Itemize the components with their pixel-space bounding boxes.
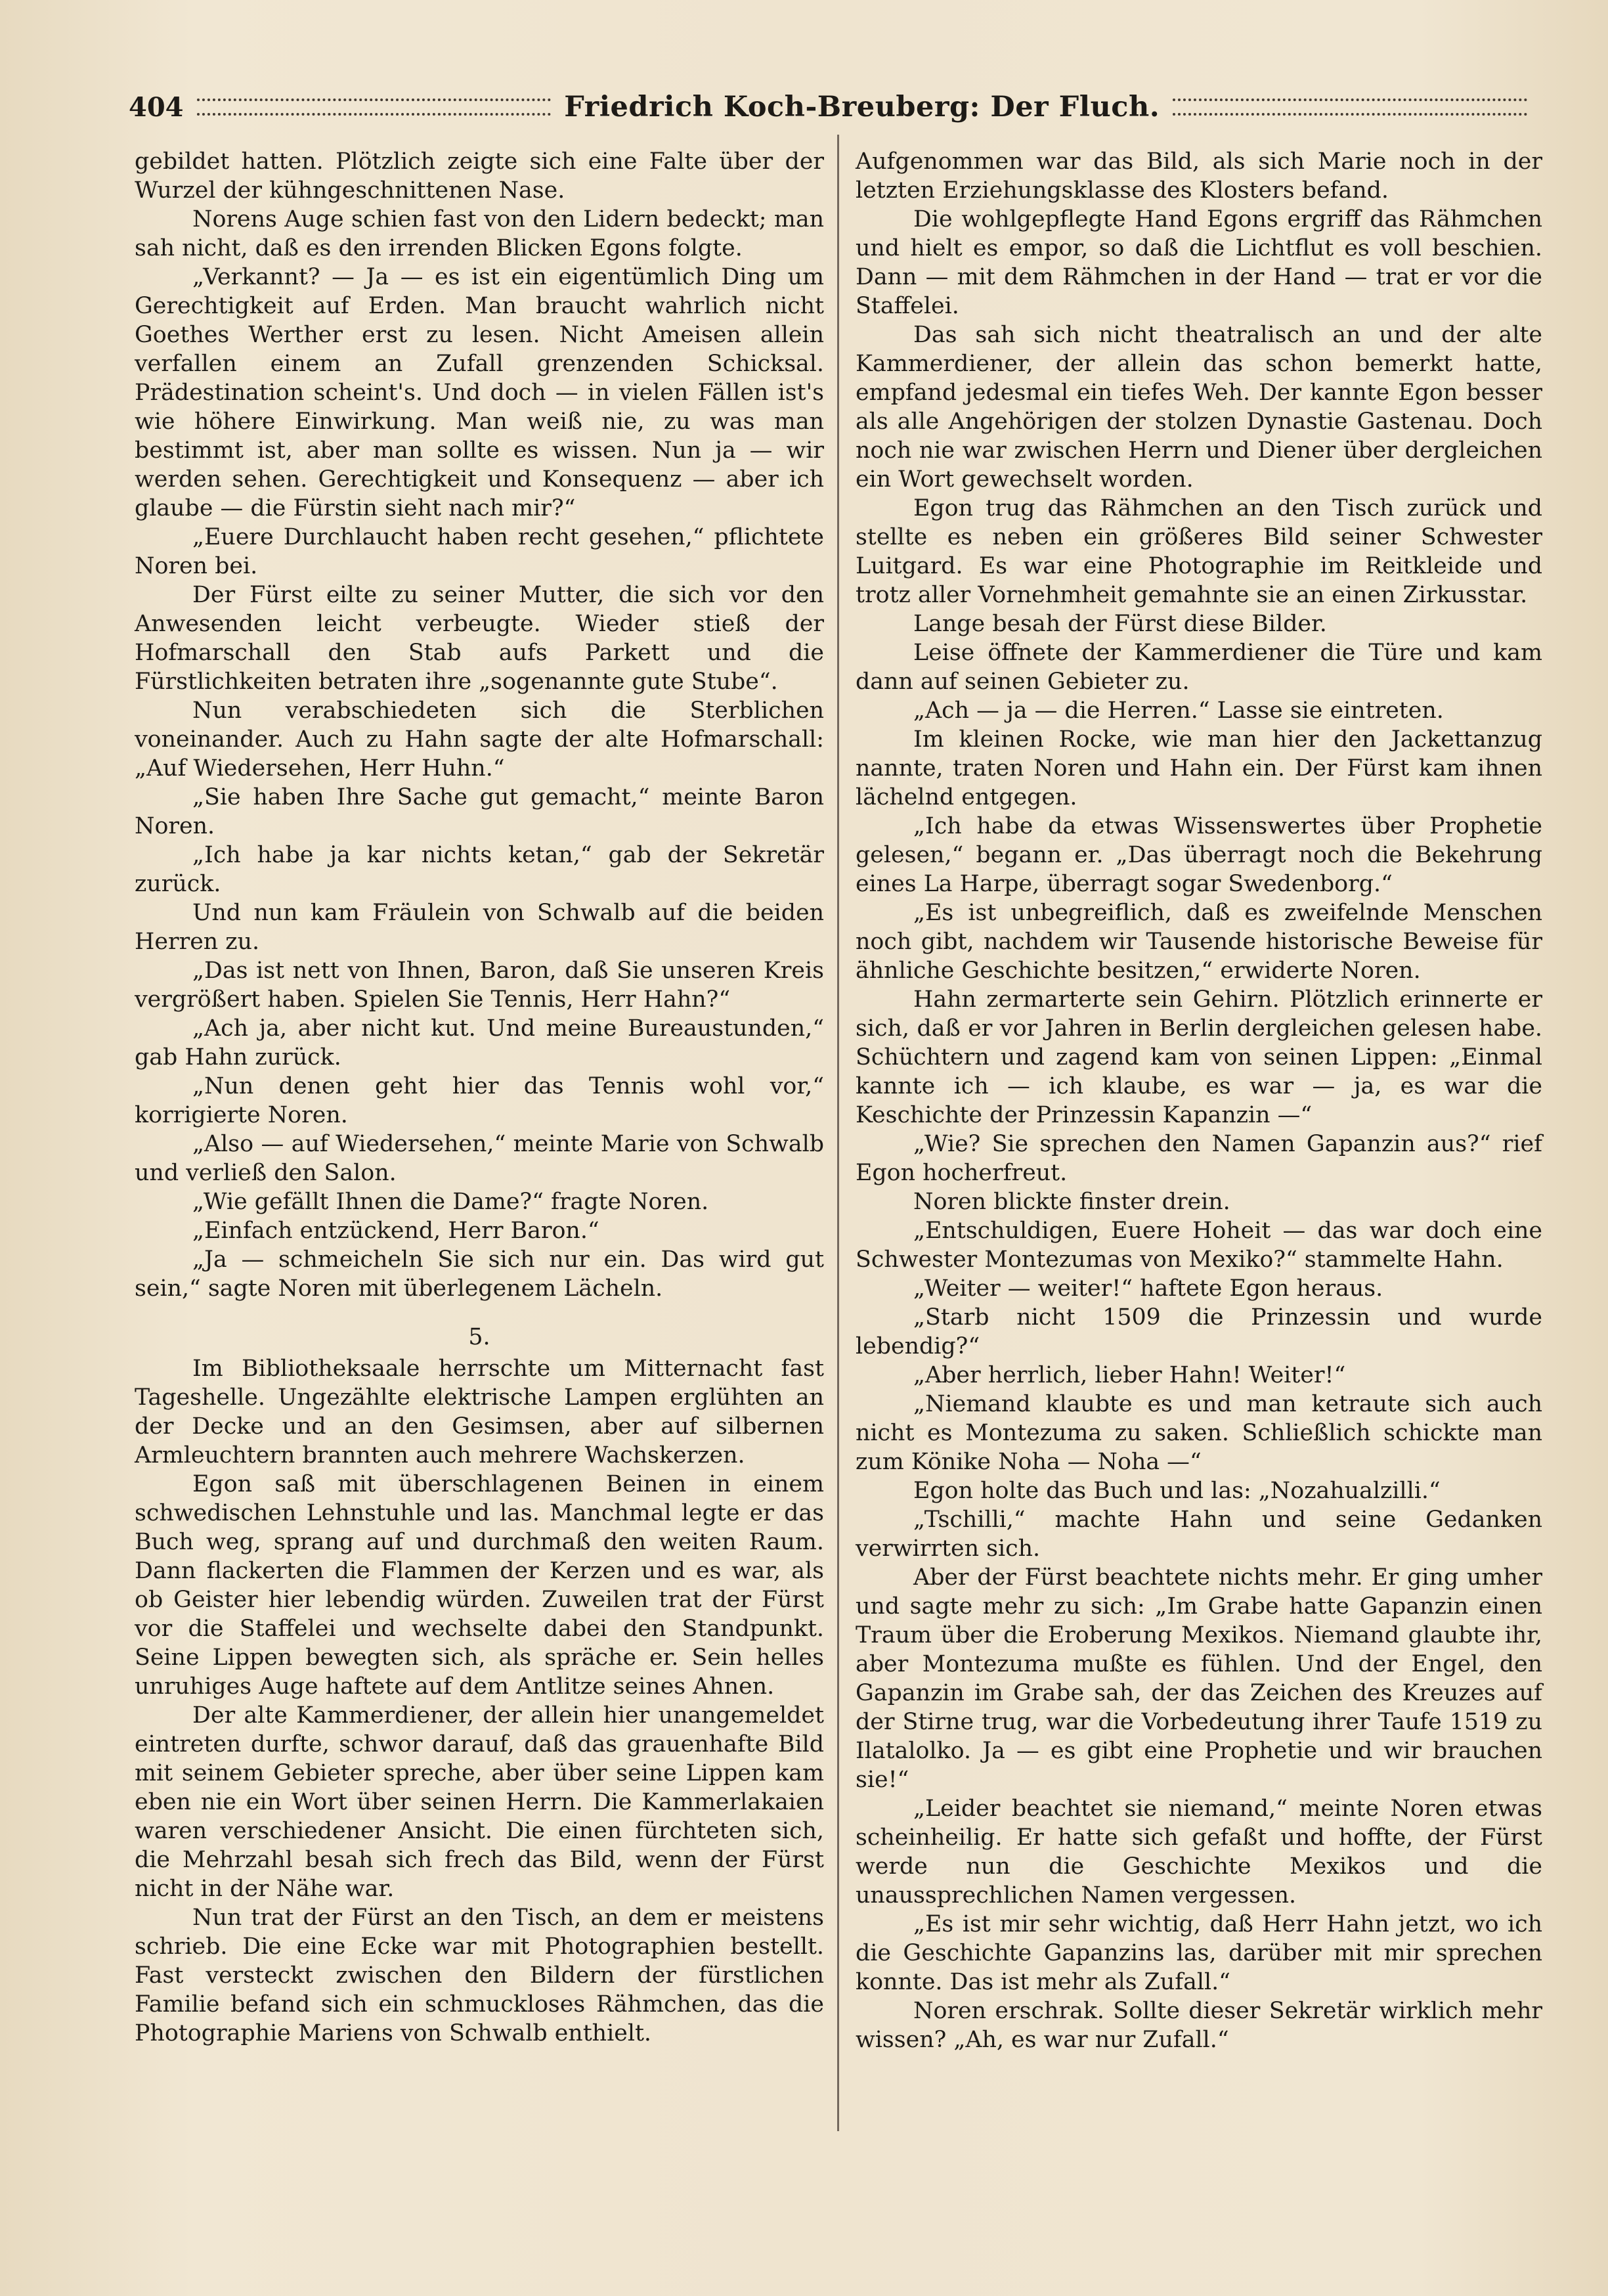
paragraph: „Ich habe ja kar nichts ketan,“ gab der Sekretär zurück. [135,842,824,897]
paragraph: „Weiter — weiter!“ haftete Egon heraus. [913,1275,1383,1302]
section-number: 5. [468,1324,490,1350]
paragraph: „Ich habe da etwas Wissenswertes über Prophetie gelesen,“ begann er. „Das überragt noch die Bekehrung eines La Harpe, überragt sogar Swedenborg.“ [856,813,1542,897]
paragraph: Im Bibliotheksaale herrschte um Mitternacht fast Tageshelle. Ungezählte elektrische Lampen erglühten an der Decke und an den Gesimsen, aber auf silbernen Armleuchtern brannten auch mehrere Wachskerzen. [135,1356,824,1468]
paragraph: „Verkannt? — Ja — es ist ein eigentümlich Ding um Gerechtigkeit auf Erden. Man braucht wahrlich nicht Goethes Werther erst zu lesen. Nicht Ameisen allein verfallen einem an Zufall grenzenden Schicksal. Prädestination scheint's. Und doch — in vielen Fällen ist's wie höhere Einwirkung. Man weiß nie, zu was man bestimmt ist, aber man sollte es wissen. Nun ja — wir werden sehen. Gerechtigkeit und Konsequenz — aber ich glaube — die Fürstin sieht nach mir?“ [135,264,824,521]
header-ornament [197,99,552,116]
paragraph: „Starb nicht 1509 die Prinzessin und wurde lebendig?“ [856,1304,1542,1359]
paragraph: „Sie haben Ihre Sache gut gemacht,“ meinte Baron Noren. [135,784,824,839]
paragraph: „Wie? Sie sprechen den Namen Gapanzin aus?“ rief Egon hocherfreut. [856,1131,1542,1186]
paragraph: Nun verabschiedeten sich die Sterblichen voneinander. Auch zu Hahn sagte der alte Hofmarschall: „Auf Wiedersehen, Herr Huhn.“ [135,697,824,782]
paragraph: „Das ist nett von Ihnen, Baron, daß Sie unseren Kreis vergrößert haben. Spielen Sie Tennis, Herr Hahn?“ [135,958,824,1013]
paragraph: „Also — auf Wiedersehen,“ meinte Marie von Schwalb und verließ den Salon. [135,1131,824,1186]
paragraph: „Tschilli,“ machte Hahn und seine Gedanken verwirrten sich. [856,1507,1542,1562]
paragraph: „Es ist unbegreiflich, daß es zweifelnde Menschen noch gibt, nachdem wir Tausende historische Beweise für ähnliche Geschichte besitzen,“ erwiderte Noren. [856,900,1542,984]
paragraph: „Ach ja, aber nicht kut. Und meine Bureaustunden,“ gab Hahn zurück. [135,1015,824,1071]
running-header [129,84,1540,130]
paragraph: Und nun kam Fräulein von Schwalb auf die beiden Herren zu. [135,900,824,955]
paragraph: „Leider beachtet sie niemand,“ meinte Noren etwas scheinheilig. Er hatte sich gefaßt und hoffte, der Fürst werde nun die Geschichte Mexikos und die unaussprechlichen Namen vergessen. [856,1796,1542,1909]
paragraph: Noren blickte finster drein. [913,1189,1230,1215]
paragraph: „Niemand klaubte es und man ketraute sich auch nicht es Montezuma zu saken. Schließlich schickte man zum Könike Noha — Noha —“ [856,1391,1542,1475]
paragraph: Lange besah der Fürst diese Bilder. [913,611,1327,637]
page-number: 404 [129,91,184,123]
left-column [135,147,824,2048]
paragraph: „Es ist mir sehr wichtig, daß Herr Hahn jetzt, wo ich die Geschichte Gapanzins las, darüber mit mir sprechen konnte. Das ist mehr als Zufall.“ [856,1911,1542,1995]
paragraph: Aufgenommen war das Bild, als sich Marie noch in der letzten Erziehungsklasse des Klosters befand. [856,148,1542,204]
header-ornament [1173,99,1527,116]
paragraph: „Euere Durchlaucht haben recht gesehen,“ pflichtete Noren bei. [135,524,824,579]
paragraph: Hahn zermarterte sein Gehirn. Plötzlich erinnerte er sich, daß er vor Jahren in Berlin dergleichen gelesen habe. Schüchtern und zagend kam von seinen Lippen: „Einmal kannte ich — ich klaube, es war — ja, es war die Keschichte der Prinzessin Kapanzin —“ [856,986,1542,1128]
paragraph: „Ach — ja — die Herren.“ Lasse sie eintreten. [913,697,1444,724]
right-column [856,147,1542,2054]
paragraph: „Ja — schmeicheln Sie sich nur ein. Das wird gut sein,“ sagte Noren mit überlegenem Lächeln. [135,1247,824,1302]
paragraph: Die wohlgepflegte Hand Egons ergriff das Rähmchen und hielt es empor, so daß die Lichtflut es voll beschien. Dann — mit dem Rähmchen in der Hand — trat er vor die Staffelei. [856,206,1542,319]
paragraph: Der alte Kammerdiener, der allein hier unangemeldet eintreten durfte, schwor darauf, daß das grauenhafte Bild mit seinem Gebieter spreche, aber über seine Lippen kam eben nie ein Wort über seinen Herrn. Die Kammerlakaien waren verschiedener Ansicht. Die einen fürchteten sich, die Mehrzahl besah sich frech das Bild, wenn der Fürst nicht in der Nähe war. [135,1702,824,1902]
paragraph: Der Fürst eilte zu seiner Mutter, die sich vor den Anwesenden leicht verbeugte. Wieder stieß der Hofmarschall den Stab aufs Parkett und die Fürstlichkeiten betraten ihre „sogenannte gute Stube“. [135,582,824,695]
paragraph: Das sah sich nicht theatralisch an und der alte Kammerdiener, der allein das schon bemerkt hatte, empfand jedesmal ein tiefes Weh. Der kannte Egon besser als alle Angehörigen der stolzen Dynastie Gastenau. Doch noch nie war zwischen Herrn und Diener über dergleichen ein Wort gewechselt worden. [856,322,1542,493]
paragraph: „Nun denen geht hier das Tennis wohl vor,“ korrigierte Noren. [135,1073,824,1128]
running-title: Friedrich Koch-Breuberg: Der Fluch. [564,91,1160,123]
column-divider [837,135,839,2131]
paragraph: gebildet hatten. Plötzlich zeigte sich eine Falte über der Wurzel der kühngeschnittenen Nase. [135,148,824,204]
paragraph: Im kleinen Rocke, wie man hier den Jackettanzug nannte, traten Noren und Hahn ein. Der Fürst kam ihnen lächelnd entgegen. [856,726,1542,810]
paragraph: Egon trug das Rähmchen an den Tisch zurück und stellte es neben ein größeres Bild seiner Schwester Luitgard. Es war eine Photographie im Reitkleide und trotz aller Vornehmheit gemahnte sie an einen Zirkusstar. [856,495,1542,608]
paragraph: „Entschuldigen, Euere Hoheit — das war doch eine Schwester Montezumas von Mexiko?“ stammelte Hahn. [856,1218,1542,1273]
paragraph: „Wie gefällt Ihnen die Dame?“ fragte Noren. [192,1189,709,1215]
paragraph: Aber der Fürst beachtete nichts mehr. Er ging umher und sagte mehr zu sich: „Im Grabe hatte Gapanzin einen Traum über die Eroberung Mexikos. Niemand glaubte ihr, aber Montezuma mußte es fühlen. Und der Engel, den Gapanzin im Grabe sah, der das Zeichen des Kreuzes auf der Stirne trug, war die Vorbedeutung ihrer Taufe 1519 zu Ilatalolko. Ja — es gibt eine Prophetie und wir brauchen sie!“ [856,1564,1542,1793]
paragraph: Egon saß mit überschlagenen Beinen in einem schwedischen Lehnstuhle und las. Manchmal legte er das Buch weg, sprang auf und durchmaß den weiten Raum. Dann flackerten die Flammen der Kerzen und es war, als ob Geister hier lebendig würden. Zuweilen trat der Fürst vor die Staffelei und wechselte dabei den Standpunkt. Seine Lippen bewegten sich, als spräche er. Sein helles unruhiges Auge haftete auf dem Antlitze seines Ahnen. [135,1471,824,1700]
paragraph: Nun trat der Fürst an den Tisch, an dem er meistens schrieb. Die eine Ecke war mit Photographien bestellt. Fast versteckt zwischen den Bildern der fürstlichen Familie befand sich ein schmuckloses Rähmchen, das die Photographie Mariens von Schwalb enthielt. [135,1905,824,2046]
paragraph: „Einfach entzückend, Herr Baron.“ [192,1218,599,1244]
paragraph: Noren erschrak. Sollte dieser Sekretär wirklich mehr wissen? „Ah, es war nur Zufall.“ [856,1998,1542,2053]
paragraph: Norens Auge schien fast von den Lidern bedeckt; man sah nicht, daß es den irrenden Blicken Egons folgte. [135,206,824,261]
paragraph: Leise öffnete der Kammerdiener die Türe und kam dann auf seinen Gebieter zu. [856,640,1542,695]
paragraph: „Aber herrlich, lieber Hahn! Weiter!“ [913,1362,1346,1388]
paragraph: Egon holte das Buch und las: „Nozahualzilli.“ [913,1478,1441,1504]
